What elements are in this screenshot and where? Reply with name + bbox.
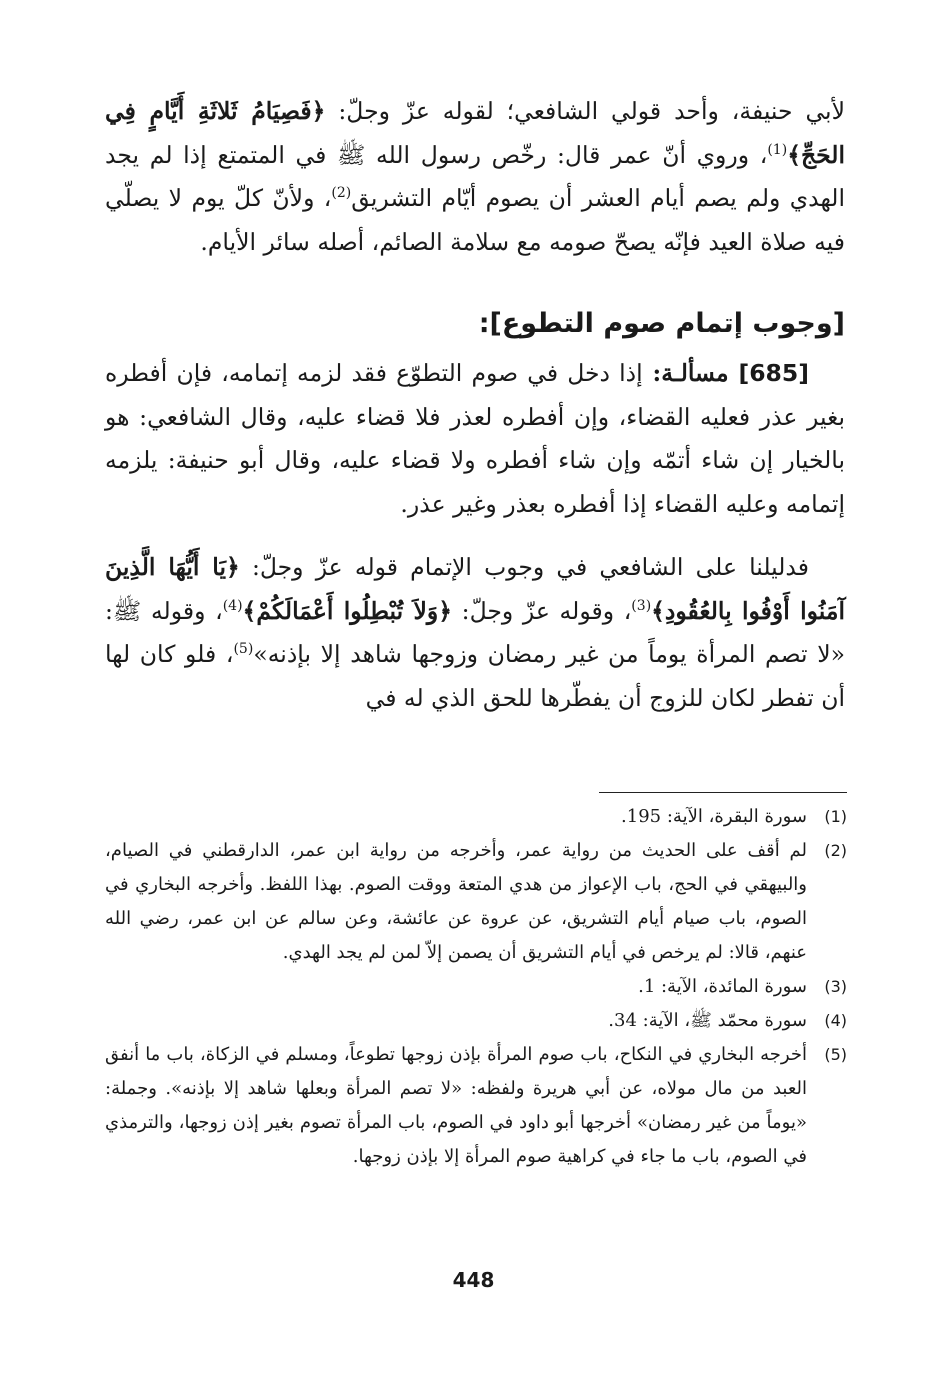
footnote-number: (1) — [824, 807, 847, 826]
footnote-number: (5) — [824, 1045, 847, 1064]
page-number: 448 — [452, 1268, 495, 1292]
issue-label: مسألـة: — [642, 359, 739, 387]
issue-number: [685] — [738, 359, 809, 387]
footnote-ref[interactable]: (1) — [767, 141, 788, 158]
quran-verse: ﴿وَلاَ تُبْطِلُوا أَعْمَالَكُمْ﴾ — [242, 596, 453, 625]
paragraph-1 — [105, 90, 845, 264]
footnote-text: سورة البقرة، الآية: 195. — [621, 806, 807, 827]
footnote-number: (3) — [824, 977, 847, 996]
quran-verse: ﴿فَصِيَامُ ثَلاثَةِ أَيَّامٍ فِي الحَجِّ﴾ — [105, 97, 845, 169]
text: ، فلو كان لها أن تفطر لكان للزوج أن يفطّرها للحق الذي له في — [105, 640, 845, 712]
main-text — [105, 90, 845, 720]
text: ، وقوله عزّ وجلّ: — [452, 596, 632, 625]
footnote-divider — [599, 792, 847, 793]
paragraph-3 — [105, 546, 845, 720]
text: فدليلنا على الشافعي في وجوب الإتمام قوله عزّ وجلّ: — [239, 553, 809, 581]
footnote-ref[interactable]: (4) — [222, 597, 243, 614]
footnote-ref[interactable]: (3) — [631, 597, 652, 614]
footnote — [105, 1038, 847, 1174]
paragraph-issue — [105, 352, 845, 526]
footnote — [105, 1004, 847, 1038]
text: ، وقوله ﷺ: «لا تصم المرأة يوماً من غير رمضان وزوجها شاهد إلا بإذنه» — [105, 596, 845, 668]
text: ، وروي أنّ عمر قال: رخّص رسول الله ﷺ في المتمتع إذا لم يجد الهدي ولم يصم أيام العشر أن يصوم أيّام التشريق — [105, 140, 845, 212]
footnote-text: سورة محمّد ﷺ، الآية: 34. — [608, 1010, 807, 1031]
footnote-text: سورة المائدة، الآية: 1. — [638, 976, 807, 997]
text: إذا دخل في صوم التطوّع فقد لزمه إتمامه، فإن أفطره بغير عذر فعليه القضاء، وإن أفطره لعذر فلا قضاء عليه، وقال الشافعي: هو بالخيار إن شاء أتمّه وإن شاء أفطره ولا قضاء عليه، وقال أبو حنيفة: يلزمه إتمامه وعليه القضاء إذا أفطره بعذر وغير عذر. — [105, 359, 845, 518]
quran-verse: ﴿يَا أَيُّهَا الَّذِينَ آمَنُوا أَوْفُوا بِالعُقُودِ﴾ — [105, 553, 846, 625]
footnote-text: لم أقف على الحديث من رواية عمر، وأخرجه من رواية ابن عمر، الدارقطني في الصيام، والبيهقي في الحج، باب الإعواز من هدي المتعة ووقت الصوم. بهذا اللفظ. وأخرجه البخاري في الصوم، باب صيام أيام التشريق، عن عروة عن عائشة، وعن سالم عن ابن عمر، رضي الله عنهم، قالا: لم يرخص في أيام التشريق أن يصمن إلاّ لمن لم يجد الهدي. — [105, 840, 807, 963]
section-heading: [وجوب إتمام صوم التطوع]: — [478, 308, 845, 339]
text: لأبي حنيفة، وأحد قولي الشافعي؛ لقوله عزّ وجلّ: — [325, 97, 846, 125]
footnote-ref[interactable]: (2) — [331, 185, 352, 202]
footnote-text: أخرجه البخاري في النكاح، باب صوم المرأة بإذن زوجها تطوعاً، ومسلم في الزكاة، باب ما أنفق العبد من مال مولاه، عن أبي هريرة ولفظه: «لا تصم المرأة وبعلها شاهد إلا بإذنه». وجملة: «يوماً من غير رمضان» أخرجها أبو داود في الصوم، باب المرأة تصوم بغير إذن زوجها، والترمذي في الصوم، باب ما جاء في كراهية صوم المرأة إلا بإذن زوجها. — [105, 1044, 807, 1167]
footnote-ref[interactable]: (5) — [233, 641, 254, 658]
footnote — [105, 834, 847, 970]
text: ، ولأنّ كلّ يوم لا يصلّي فيه صلاة العيد فإنّه يصحّ صومه مع سلامة الصائم، أصله سائر الأيام. — [105, 184, 845, 256]
footnotes — [105, 800, 847, 1174]
footnote — [105, 800, 847, 834]
footnote-number: (2) — [824, 841, 847, 860]
footnote — [105, 970, 847, 1004]
footnote-number: (4) — [824, 1011, 847, 1030]
